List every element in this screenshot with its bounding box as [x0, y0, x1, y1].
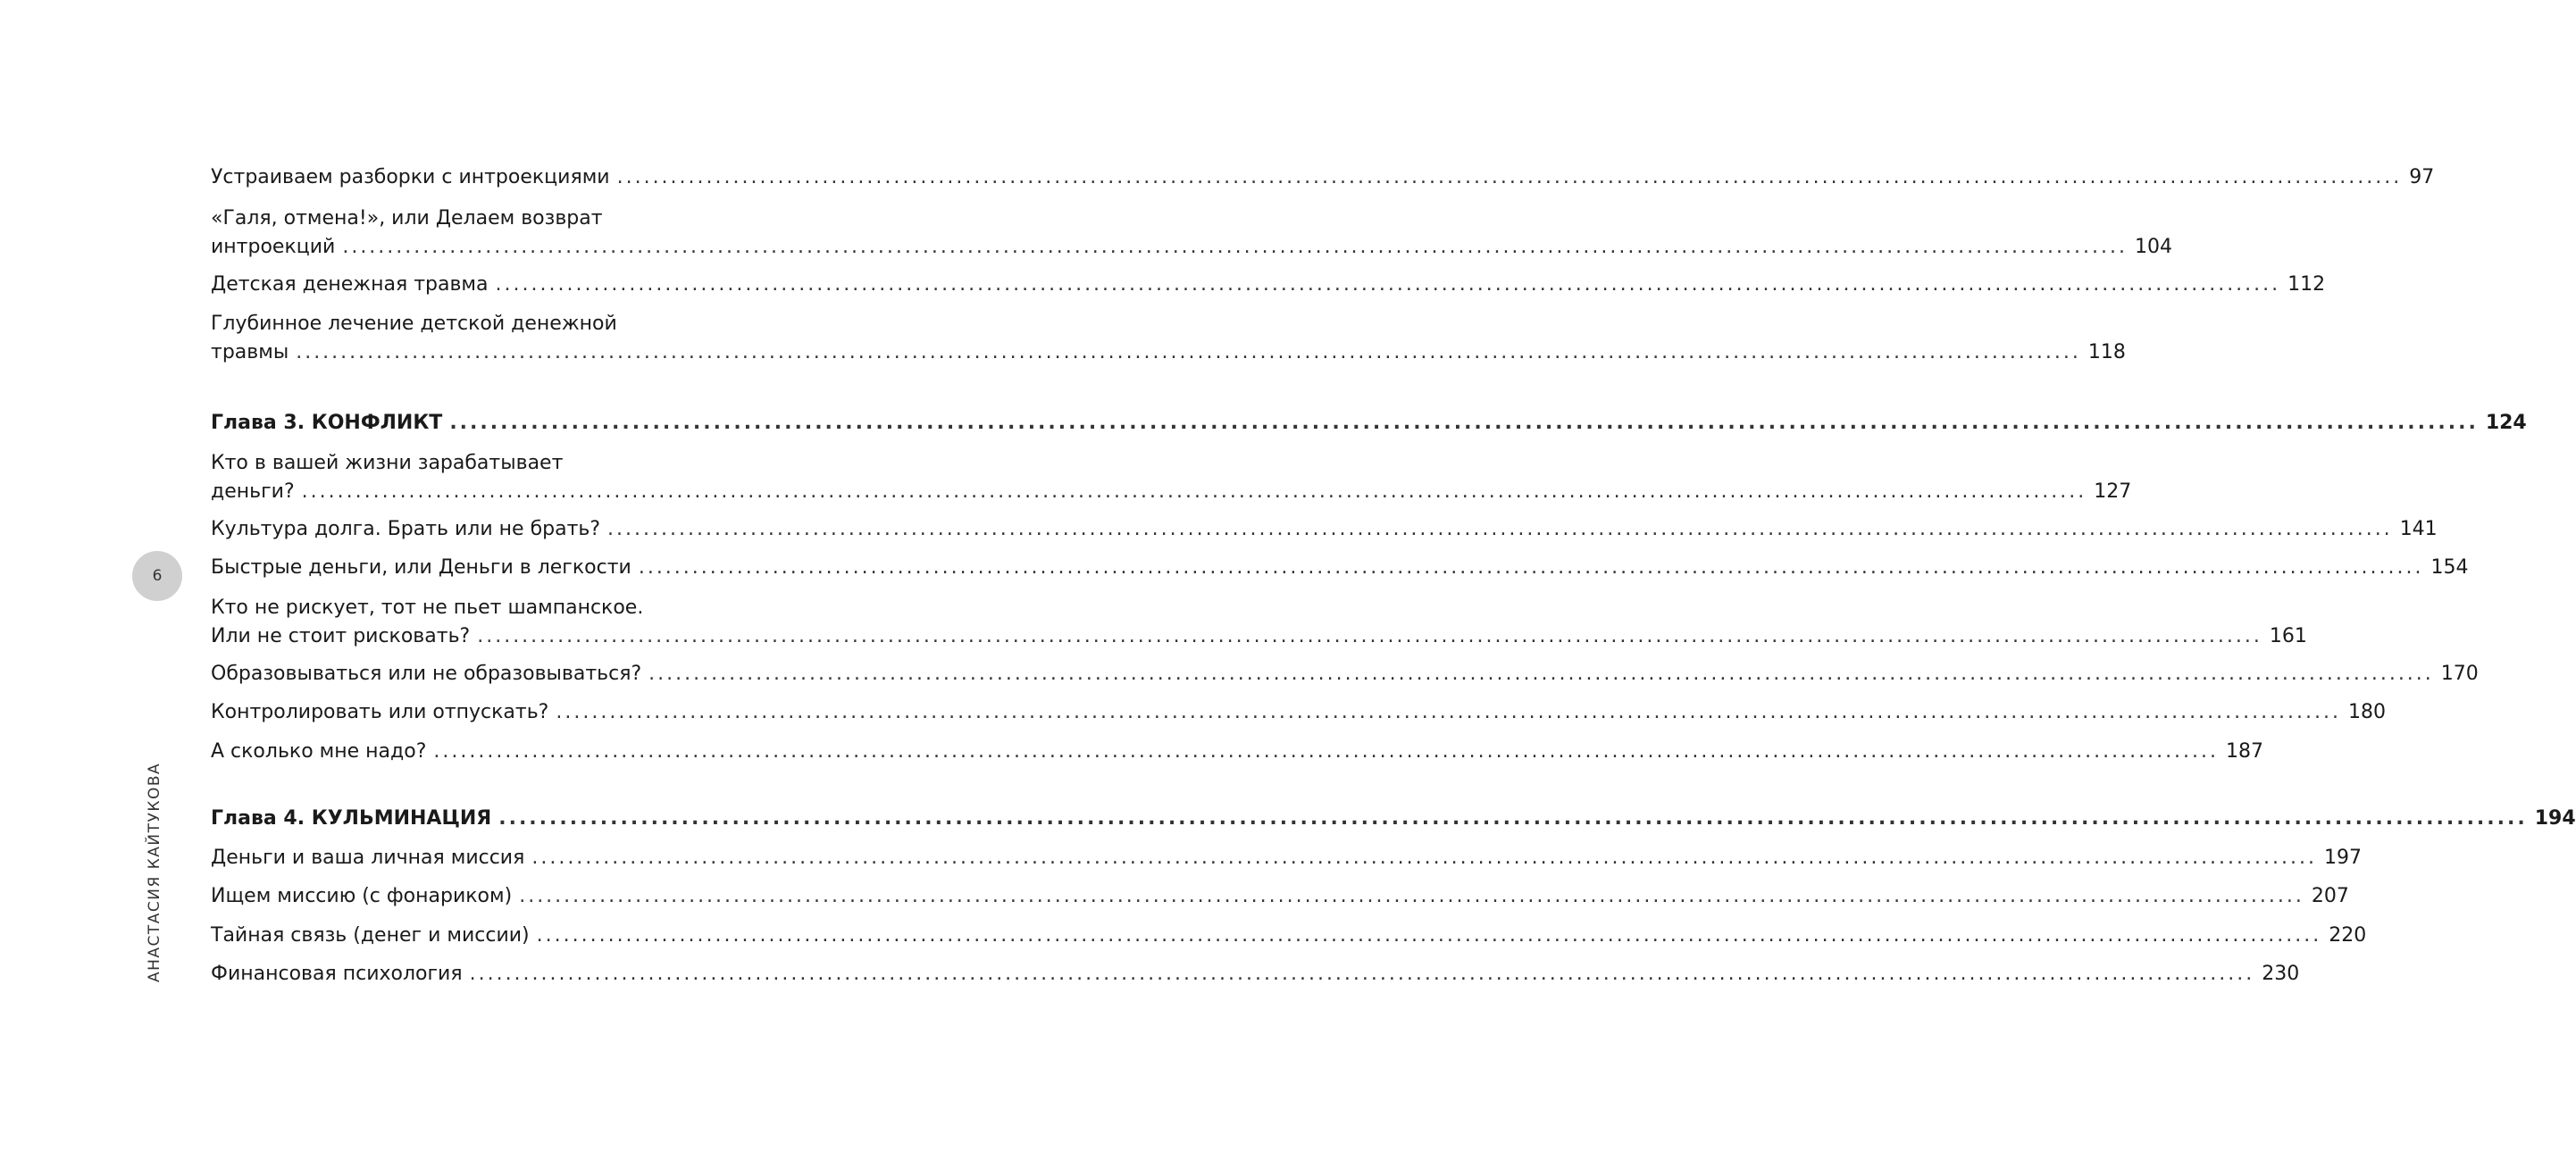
dot-leader: ........................................................................................................................................................................................................: [638, 556, 2424, 579]
toc-entry-title: Глава 3. КОНФЛИКТ: [211, 412, 443, 434]
toc-entry-page: 207: [2311, 885, 2349, 907]
dot-leader: ........................................................................................................................................................................................................: [616, 166, 2403, 188]
author-running-head: АНАСТАСИЯ КАЙТУКОВА: [146, 762, 163, 982]
toc-entry-title: Деньги и ваша личная миссия: [211, 847, 525, 869]
dot-leader: ........................................................................................................................................................................................................: [519, 885, 2304, 907]
toc-entry-page: 197: [2323, 847, 2362, 869]
toc-entry: [211, 844, 2362, 872]
toc-entry-title: деньги?: [211, 480, 295, 503]
dot-leader: ........................................................................................................................................................................................................: [469, 963, 2255, 985]
toc-entry-page: 170: [2440, 663, 2479, 685]
toc-entry-page: 161: [2269, 625, 2307, 647]
toc-entry: [211, 271, 2326, 299]
toc-entry-row: [211, 338, 2126, 367]
toc-chapter: [211, 409, 2527, 438]
toc-entry-title: Или не стоит рисковать?: [211, 625, 471, 647]
toc-entry-page: 230: [2262, 963, 2300, 985]
toc-entry: [211, 660, 2479, 688]
toc-entry-title: Тайная связь (денег и миссии): [211, 924, 530, 947]
toc-entry-page: 127: [2094, 480, 2132, 503]
dot-leader: ........................................................................................................................................................................................................: [477, 625, 2262, 647]
dot-leader: ........................................................................................................................................................................................................: [342, 236, 2128, 258]
toc-entry-title: Детская денежная травма: [211, 273, 489, 296]
dot-leader: ........................................................................................................................................................................................................: [607, 518, 2393, 540]
dot-leader: ........................................................................................................................................................................................................: [648, 663, 2434, 685]
toc-entry-row: [211, 738, 2264, 766]
toc-entry-row: [211, 163, 2435, 192]
toc-entry-page: 97: [2409, 166, 2435, 188]
toc-entry-page: 187: [2226, 740, 2264, 763]
toc-entry-row: [211, 805, 2576, 833]
dot-leader: ........................................................................................................................................................................................................: [556, 701, 2342, 723]
toc-chapter: [211, 805, 2576, 833]
toc-entry-page: 180: [2348, 701, 2387, 723]
toc-entry-row: [211, 409, 2527, 438]
page-number-badge: [132, 551, 182, 601]
toc-entry-row: [211, 622, 2307, 651]
toc-entry-row: [211, 922, 2367, 950]
toc-entry-title-line: Кто в вашей жизни зарабатывает: [211, 452, 564, 474]
toc-entry-title-line: «Галя, отмена!», или Делаем возврат: [211, 207, 603, 229]
toc-entry-row: [211, 478, 2132, 506]
toc-entry-row: [211, 960, 2300, 989]
toc-entry: [211, 163, 2435, 192]
toc-entry-row: [211, 698, 2387, 727]
dot-leader: ........................................................................................................................................................................................................: [433, 740, 2220, 763]
toc-entry: [211, 738, 2264, 766]
toc-entry: [211, 515, 2438, 544]
toc-entry: [211, 960, 2300, 989]
toc-entry-row: [211, 233, 2172, 262]
toc-entry-title: травмы: [211, 341, 289, 363]
toc-entry: [211, 554, 2469, 582]
toc-entry-page: 154: [2430, 556, 2469, 579]
toc-entry-title: Контролировать или отпускать?: [211, 701, 549, 723]
toc-entry: [211, 882, 2349, 911]
toc-entry-row: [211, 660, 2479, 688]
toc-entry-title: Образовываться или не образовываться?: [211, 663, 642, 685]
toc-entry-page: 118: [2087, 341, 2126, 363]
toc-entry-title: Культура долга. Брать или не брать?: [211, 518, 601, 540]
toc-entry-page: 141: [2399, 518, 2438, 540]
toc-entry: [211, 922, 2367, 950]
toc-entry-title-line: Кто не рискует, тот не пьет шампанское.: [211, 597, 644, 619]
dot-leader: ........................................................................................................................................................................................................: [495, 273, 2281, 296]
dot-leader: ........................................................................................................................................................................................................: [296, 341, 2081, 363]
toc-entry: [211, 204, 2172, 262]
toc-entry: [211, 594, 2307, 651]
toc-entry-title-line: Глубинное лечение детской денежной: [211, 313, 617, 335]
toc-entry-title: Устраиваем разборки с интроекциями: [211, 166, 610, 188]
toc-entry-page: 124: [2485, 412, 2527, 434]
toc-entry-title: интроекций: [211, 236, 336, 258]
toc-entry-page: 220: [2329, 924, 2367, 947]
dot-leader: ........................................................................................................................................................................................................: [531, 847, 2317, 869]
toc-entry-title: А сколько мне надо?: [211, 740, 427, 763]
toc-entry-row: [211, 271, 2326, 299]
toc-entry-title: Быстрые деньги, или Деньги в легкости: [211, 556, 631, 579]
toc-entry-page: 104: [2134, 236, 2172, 258]
dot-leader: ........................................................................................................................................................................................................: [449, 412, 2479, 434]
toc-entry-row: [211, 515, 2438, 544]
toc-entry-page: 194: [2534, 807, 2576, 830]
toc-entry-title: Финансовая психология: [211, 963, 463, 985]
dot-leader: ........................................................................................................................................................................................................: [498, 807, 2528, 830]
page-number: 6: [152, 567, 163, 585]
toc-entry-title: Ищем миссию (с фонариком): [211, 885, 513, 907]
toc-entry-row: [211, 882, 2349, 911]
toc-entry: [211, 449, 2132, 506]
dot-leader: ........................................................................................................................................................................................................: [301, 480, 2087, 503]
toc-entry-title: Глава 4. КУЛЬМИНАЦИЯ: [211, 807, 492, 830]
toc-entry-row: [211, 554, 2469, 582]
toc-entry-row: [211, 844, 2362, 872]
dot-leader: ........................................................................................................................................................................................................: [536, 924, 2322, 947]
toc-entry: [211, 698, 2387, 727]
toc-entry-page: 112: [2287, 273, 2326, 296]
toc-entry: [211, 310, 2126, 367]
